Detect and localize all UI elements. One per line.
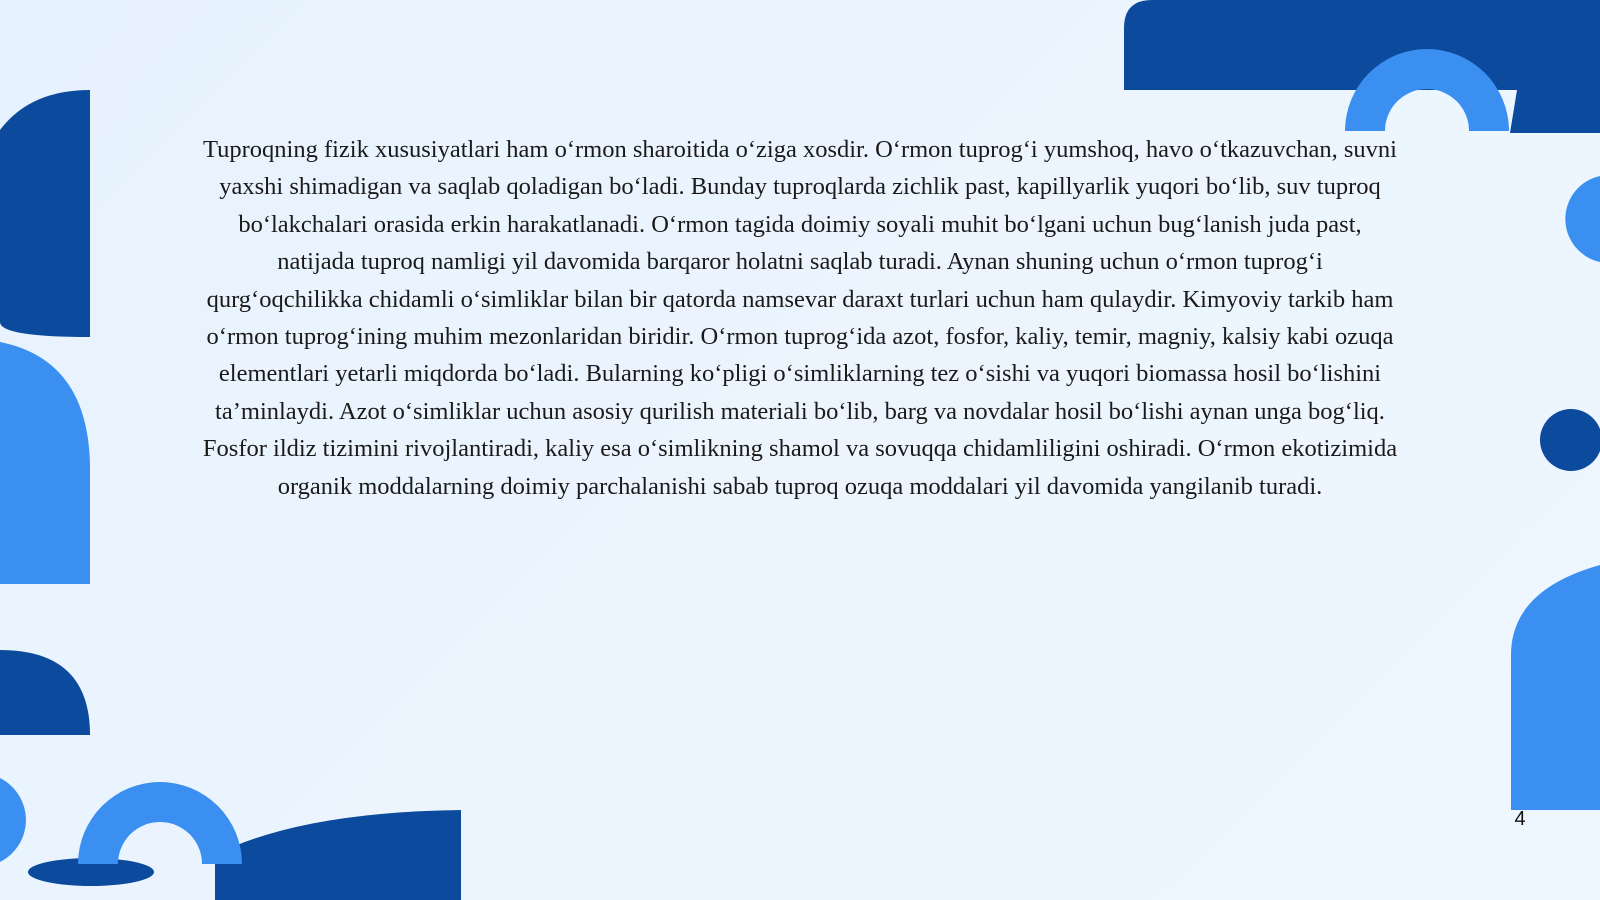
- body-paragraph: Tuproqning fizik xususiyatlari ham o‘rmon sharoitida o‘ziga xosdir. O‘rmon tuprog‘i yumshoq, havo o‘tkazuvchan, suvni yaxshi shimadigan va saqlab qoladigan bo‘ladi. Bunday tuproqlarda zichlik past, kapillyarlik yuqori bo‘lib, suv tuproq bo‘lakchalari orasida erkin harakatlanadi. O‘rmon tagida doimiy soyali muhit bo‘lgani uchun bug‘lanish juda past, natijada tuproq namligi yil davomida barqaror holatni saqlab turadi. Aynan shuning uchun o‘rmon tuprog‘i qurg‘oqchilikka chidamli o‘simliklar bilan bir qatorda namsevar daraxt turlari uchun ham qulaydir. Kimyoviy tarkib ham o‘rmon tuprog‘ining muhim mezonlaridan biridir. O‘rmon tuprog‘ida azot, fosfor, kaliy, temir, magniy, kalsiy kabi ozuqa elementlari yetarli miqdorda bo‘ladi. Bularning ko‘pligi o‘simliklarning tez o‘sishi va yuqori biomassa hosil bo‘lishini ta’minlaydi. Azot o‘simliklar uchun asosiy qurilish materiali bo‘lib, barg va novdalar hosil bo‘lishi aynan unga bog‘liq. Fosfor ildiz tizimini rivojlantiradi, kaliy esa o‘simlikning shamol va sovuqqa chidamliligini oshiradi. O‘rmon ekotizimida organik moddalarning doimiy parchalanishi sabab tuproq ozuqa moddalari yil davomida yangilanib turadi.: [202, 136, 1398, 500]
- bottom-bright-arch: [78, 782, 242, 864]
- right-dark-circle: [1540, 409, 1600, 471]
- right-bright-tombstone: [1511, 565, 1600, 810]
- left-dark-quarter: [0, 650, 90, 735]
- bottom-left-bright-half-circle: [0, 778, 26, 862]
- left-bright-tombstone: [0, 342, 90, 584]
- left-top-dark-half: [0, 90, 90, 337]
- bottom-dark-block: [215, 810, 461, 900]
- page-number: 4: [1514, 808, 1526, 830]
- right-bright-half-circle: [1565, 176, 1600, 262]
